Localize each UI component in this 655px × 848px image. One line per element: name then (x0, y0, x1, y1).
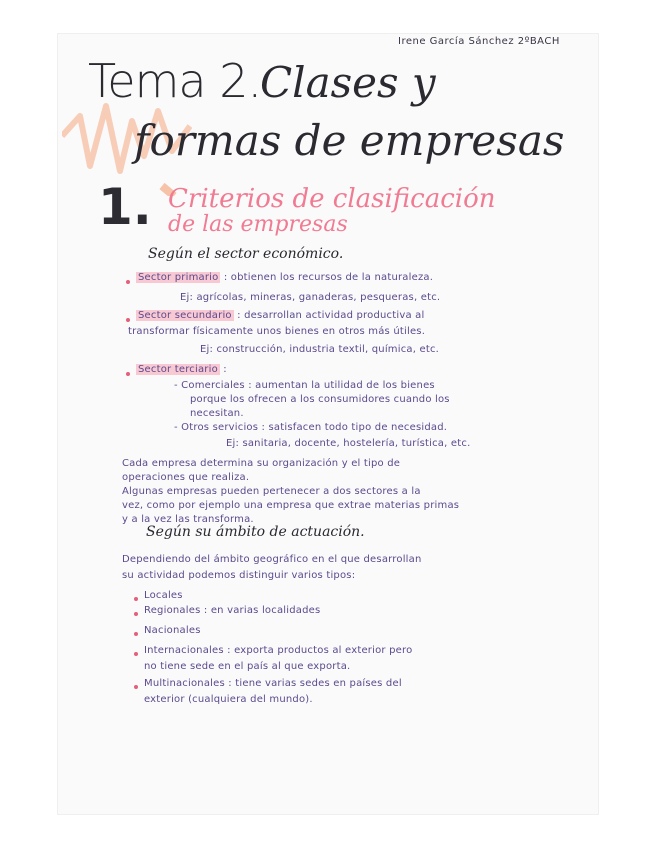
secundario-line1 (136, 310, 424, 321)
bullet-primario (126, 280, 130, 284)
note-line2: operaciones que realiza. (122, 472, 250, 483)
ambito-item-2: Regionales : en varias localidades (144, 605, 321, 616)
section-number: 1. (98, 178, 152, 236)
bullet-ambito-3 (134, 632, 138, 636)
section-title-line1: Criterios de clasificación (168, 184, 496, 214)
comerciales-line3: necesitan. (190, 408, 244, 419)
heading-ambito: Según su ámbito de actuación. (146, 524, 365, 540)
terciario-colon: : (223, 364, 227, 375)
secundario-line2: transformar físicamente unos bienes en otros más útiles. (128, 326, 426, 337)
ambito-intro1: Dependiendo del ámbito geográfico en el que desarrollan (122, 554, 422, 565)
heading-sector: Según el sector económico. (148, 246, 344, 262)
ambito-item-5-line1: Multinacionales : tiene varias sedes en países del (144, 678, 402, 689)
bullet-ambito-2 (134, 612, 138, 616)
primario-text: : obtienen los recursos de la naturaleza. (223, 272, 434, 283)
bullet-terciario (126, 372, 130, 376)
note-line3: Algunas empresas pueden pertenecer a dos sectores a la (122, 486, 421, 497)
ambito-item-3: Nacionales (144, 625, 201, 636)
primario-line (136, 272, 433, 283)
section-title-line2: de las empresas (168, 212, 348, 237)
author-line: Irene García Sánchez 2ºBACH (398, 36, 560, 47)
ambito-item-5-line2: exterior (cualquiera del mundo). (144, 694, 313, 705)
ambito-item-4-line1: Internacionales : exporta productos al exterior pero (144, 645, 413, 656)
ambito-item-1: Locales (144, 590, 183, 601)
otros-example: Ej: sanitaria, docente, hostelería, turística, etc. (226, 438, 471, 449)
ambito-item-4-line2: no tiene sede en el país al que exporta. (144, 661, 351, 672)
page-title-part2: Clases y (260, 58, 436, 107)
comerciales-line1: - Comerciales : aumentan la utilidad de los bienes (174, 380, 435, 391)
note-line1: Cada empresa determina su organización y el tipo de (122, 458, 401, 469)
ambito-intro2: su actividad podemos distinguir varios tipos: (122, 570, 356, 581)
primario-label: Sector primario (138, 272, 219, 283)
page-title-part1: Tema 2. (88, 54, 262, 108)
secundario-text1: : desarrollan actividad productiva al (237, 310, 425, 321)
primario-example: Ej: agrícolas, mineras, ganaderas, pesqueras, etc. (180, 292, 441, 303)
otros-line1: - Otros servicios : satisfacen todo tipo de necesidad. (174, 422, 448, 433)
page-title-part3: formas de empresas (134, 116, 565, 165)
bullet-ambito-5 (134, 685, 138, 689)
note-line5: y a la vez las transforma. (122, 514, 254, 525)
secundario-example: Ej: construcción, industria textil, química, etc. (200, 344, 440, 355)
bullet-ambito-4 (134, 652, 138, 656)
terciario-line (136, 364, 227, 375)
bullet-secundario (126, 318, 130, 322)
bullet-ambito-1 (134, 597, 138, 601)
note-line4: vez, como por ejemplo una empresa que extrae materias primas (122, 500, 460, 511)
secundario-label: Sector secundario (138, 310, 232, 321)
terciario-label: Sector terciario (138, 364, 218, 375)
comerciales-line2: porque los ofrecen a los consumidores cuando los (190, 394, 450, 405)
